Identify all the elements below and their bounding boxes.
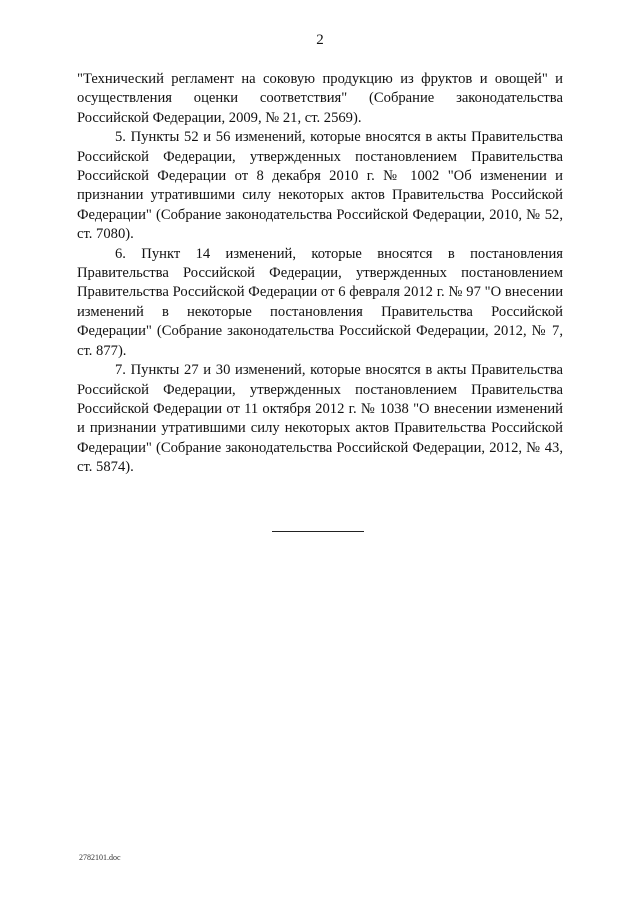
paragraph-continuation: "Технический регламент на соковую продукцию из фруктов и овощей" и осуществления оценки соответствия" (Собрание законодательства Российской Федерации, 2009, № 21, ст. 2569). xyxy=(77,71,563,126)
paragraph-item-6: 6. Пункт 14 изменений, которые вносятся в постановления Правительства Российской Федерации, утвержденных постановлением Правительства Российской Федерации от 6 февраля 2012 г. № 97 "О внесении изменений в некоторые постановления Правительства Российской Федерации" (Собрание законодательства Российской Федерации, 2012, № 7, ст. 877). xyxy=(77,245,563,359)
paragraph-item-7: 7. Пункты 27 и 30 изменений, которые вносятся в акты Правительства Российской Федерации, утвержденных постановлением Правительства Российской Федерации от 11 октября 2012 г. № 1038 "О внесении изменений и признании утратившими силу некоторых актов Правительства Российской Федерации" (Собрание законодательства Российской Федерации, 2012, № 43, ст. 5874). xyxy=(77,362,563,476)
document-body xyxy=(77,70,563,478)
end-of-document-rule xyxy=(272,531,364,532)
document-file-code: 2782101.doc xyxy=(79,853,121,862)
page-number: 2 xyxy=(316,32,324,48)
paragraph-item-5: 5. Пункты 52 и 56 изменений, которые вносятся в акты Правительства Российской Федерации, утвержденных постановлением Правительства Российской Федерации от 8 декабря 2010 г. № 1002 "Об изменении и признании утратившими силу некоторых актов Правительства Российской Федерации" (Собрание законодательства Российской Федерации, 2010, № 52, ст. 7080). xyxy=(77,129,563,243)
